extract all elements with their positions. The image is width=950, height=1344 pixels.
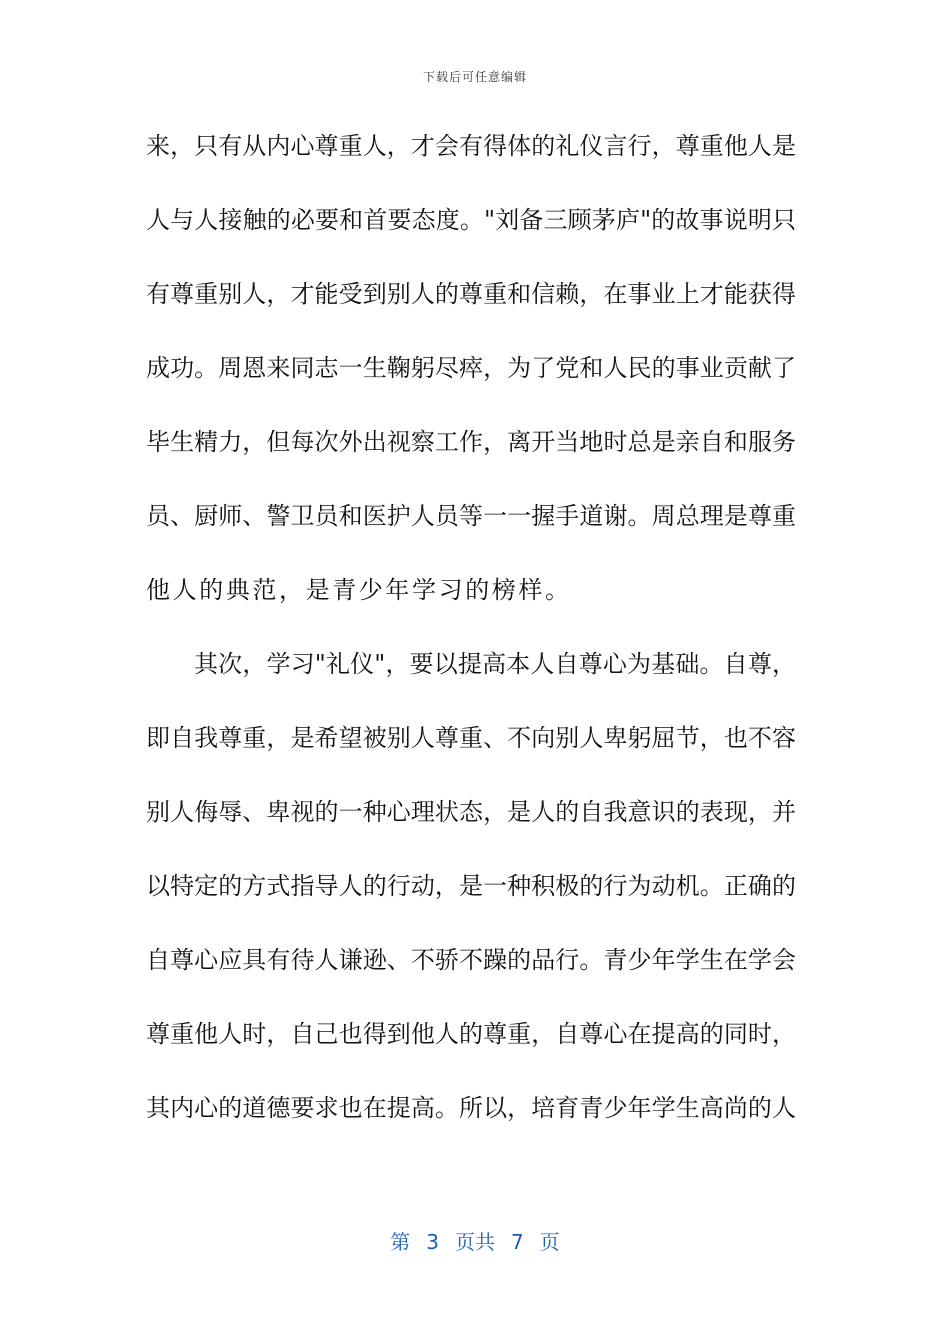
text-line: 他人的典范，是青少年学习的榜样。: [146, 576, 572, 604]
text-line: 别人侮辱、卑视的一种心理状态，是人的自我意识的表现，并: [146, 798, 796, 826]
paragraph-start-line: 其次，学习"礼仪"，要以提高本人自尊心为基础。自尊，: [194, 650, 796, 678]
current-page-number: 3: [426, 1230, 439, 1254]
page-label-mid: 页共: [455, 1230, 495, 1254]
text-line: 毕生精力，但每次外出视察工作，离开当地时总是亲自和服务: [146, 428, 796, 456]
text-line: 尊重他人时，自己也得到他人的尊重，自尊心在提高的同时，: [146, 1020, 796, 1048]
text-line: 以特定的方式指导人的行动，是一种积极的行为动机。正确的: [146, 872, 796, 900]
text-line: 即自我尊重，是希望被别人尊重、不向别人卑躬屈节，也不容: [146, 724, 796, 752]
text-line: 员、厨师、警卫员和医护人员等一一握手道谢。周总理是尊重: [146, 502, 796, 530]
text-line: 成功。周恩来同志一生鞠躬尽瘁，为了党和人民的事业贡献了: [146, 354, 796, 382]
page-label-prefix: 第: [390, 1230, 411, 1254]
text-line: 有尊重别人，才能受到别人的尊重和信赖，在事业上才能获得: [146, 280, 796, 308]
text-line: 其内心的道德要求也在提高。所以，培育青少年学生高尚的人: [146, 1094, 796, 1122]
total-pages-number: 7: [511, 1230, 524, 1254]
text-line: 自尊心应具有待人谦逊、不骄不躁的品行。青少年学生在学会: [146, 946, 796, 974]
page-number-footer: [0, 1226, 950, 1255]
document-body: [146, 118, 796, 1154]
text-line: 来，只有从内心尊重人，才会有得体的礼仪言行，尊重他人是: [146, 132, 796, 160]
text-line: 人与人接触的必要和首要态度。"刘备三顾茅庐"的故事说明只: [146, 206, 796, 234]
header-note: 下载后可任意编辑: [422, 70, 527, 84]
page-label-suffix: 页: [539, 1230, 560, 1254]
